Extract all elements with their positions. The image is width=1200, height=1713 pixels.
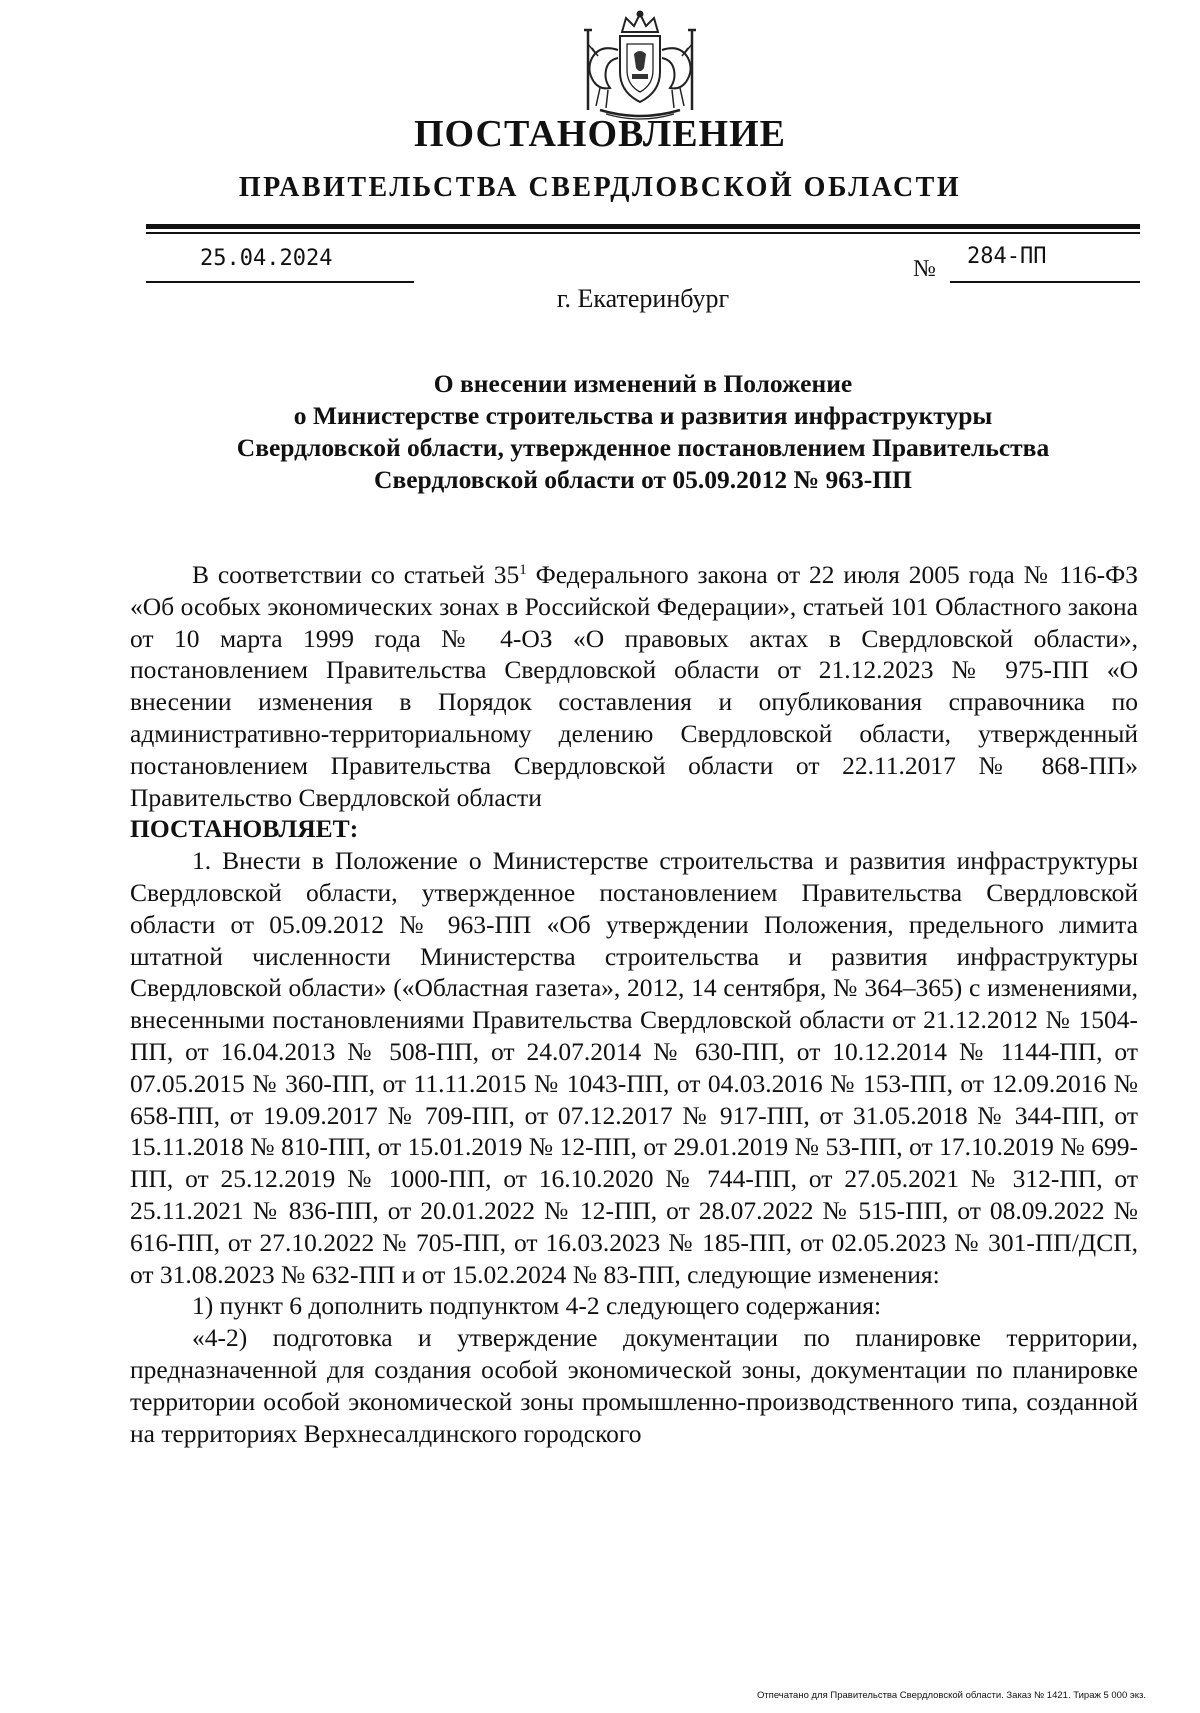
preamble-paragraph xyxy=(130,559,1138,813)
document-body xyxy=(130,559,1138,1449)
decree-word: ПОСТАНОВЛЯЕТ: xyxy=(130,814,359,844)
document-city: г. Екатеринбург xyxy=(556,284,730,313)
header-divider-thin xyxy=(146,232,1140,234)
heading-line-4: Свердловской области от 05.09.2012 № 963-ПП xyxy=(374,465,912,494)
preamble-start: В соответствии со статьей 35 xyxy=(192,560,520,589)
article-superscript: 1 xyxy=(519,562,527,578)
document-date: 25.04.2024 xyxy=(200,246,333,271)
document-number: 284-ПП xyxy=(967,244,1047,269)
heading-line-1: О внесении изменений в Положение xyxy=(433,369,853,398)
issuing-authority: ПРАВИТЕЛЬСТВА СВЕРДЛОВСКОЙ ОБЛАСТИ xyxy=(238,172,962,203)
header-divider-thick xyxy=(146,224,1140,229)
heading-line-3: Свердловской области, утвержденное постановлением Правительства xyxy=(236,433,1050,462)
number-sign: № xyxy=(913,256,936,282)
item-1-1-paragraph: 1) пункт 6 дополнить подпунктом 4-2 следующего содержания: xyxy=(192,1291,882,1321)
heading-line-2: о Министерстве строительства и развития инфраструктуры xyxy=(293,401,993,430)
number-underline xyxy=(950,281,1140,283)
print-footer: Отпечатано для Правительства Свердловской области. Заказ № 1421. Тираж 5 000 экз. xyxy=(756,1690,1146,1701)
preamble-rest: Федерального закона от 22 июля 2005 года № 116-ФЗ «Об особых экономических зонах в Российской Федерации», статьей 101 Областного закона от 10 марта 1999 года № 4-ОЗ «О правовых актах в Свердловской области», постановлением Правительства Свердловской области от 21.12.2023 № 975-ПП «О внесении изменения в Порядок составления и опубликования справочника по административно-территориальному делению Свердловской области, утвержденный постановлением Правительства Свердловской области от 22.11.2017 № 868-ПП» Правительство Свердловской области xyxy=(130,560,1138,812)
item-1-paragraph: 1. Внести в Положение о Министерстве строительства и развития инфраструктуры Свердловской области, утвержденное постановлением Правительства Свердловской области от 05.09.2012 № 963-ПП «Об утверждении Положения, предельного лимита штатной численности Министерства строительства и развития инфраструктуры Свердловской области» («Областная газета», 2012, 14 сентября, № 364–365) с изменениями, внесенными постановлениями Правительства Свердловской области от 21.12.2012 № 1504-ПП, от 16.04.2013 № 508-ПП, от 24.07.2014 № 630-ПП, от 10.12.2014 № 1144-ПП, от 07.05.2015 № 360-ПП, от 11.11.2015 № 1043-ПП, от 04.03.2016 № 153-ПП, от 12.09.2016 № 658-ПП, от 19.09.2017 № 709-ПП, от 07.12.2017 № 917-ПП, от 31.05.2018 № 344-ПП, от 15.11.2018 № 810-ПП, от 15.01.2019 № 12-ПП, от 29.01.2019 № 53-ПП, от 17.10.2019 № 699-ПП, от 25.12.2019 № 1000-ПП, от 16.10.2020 № 744-ПП, от 27.05.2021 № 312-ПП, от 25.11.2021 № 836-ПП, от 20.01.2022 № 12-ПП, от 28.07.2022 № 515-ПП, от 08.09.2022 № 616-ПП, от 27.10.2022 № 705-ПП, от 16.03.2023 № 185-ПП, от 02.05.2023 № 301-ПП/ДСП, от 31.08.2023 № 632-ПП и от 15.02.2024 № 83-ПП, следующие изменения: xyxy=(130,846,1138,1289)
document-heading xyxy=(150,368,1136,496)
date-underline xyxy=(146,281,414,283)
document-type-title: ПОСТАНОВЛЕНИЕ xyxy=(413,113,787,155)
item-1-1-text-paragraph: «4-2) подготовка и утверждение документации по планировке территории, предназначенной для создания особой экономической зоны, документации по планировке территории особой экономической зоны промышленно-производственного типа, созданной на территориях Верхнесалдинского городского xyxy=(130,1323,1138,1448)
coat-of-arms-icon xyxy=(570,10,710,122)
